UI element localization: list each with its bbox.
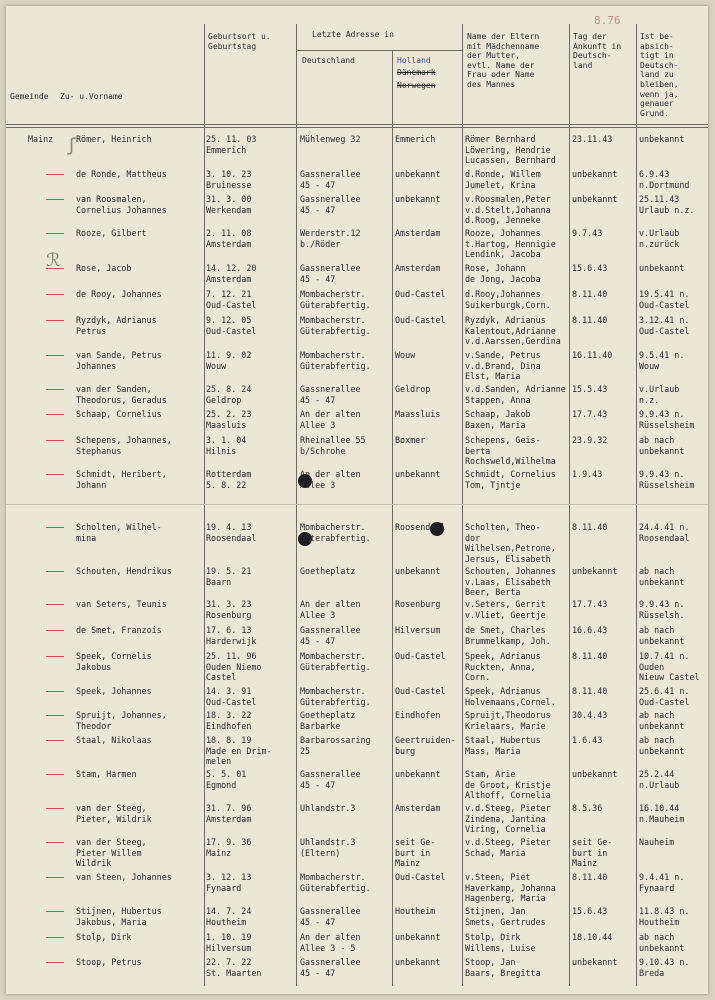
- cell-parents: Staal, Hubertus Mass, Maria: [465, 735, 541, 756]
- cell-status: 9.9.43 n. Rüsselsheim: [639, 469, 695, 490]
- cell-nl: Oud-Castel: [395, 315, 446, 325]
- cell-parents: Speek, Adrianus Ruckten, Anna, Corn.: [465, 651, 541, 682]
- cell-status: ab nach unbekannt: [639, 932, 685, 953]
- table-row: [6, 522, 708, 564]
- cell-nl: unbekannt: [395, 169, 441, 179]
- cell-parents: Stam, Arie de Groot, Kristje Althoff, Cornelia: [465, 769, 551, 800]
- cell-arrival: 8.11.40: [572, 651, 608, 661]
- cell-name: Schaap, Cornelius: [76, 409, 162, 419]
- cell-de: Gassnerallee 45 - 47: [300, 906, 361, 927]
- cell-status: 10.7.41 n. Ouden Nieuw Castel: [639, 651, 700, 682]
- cell-de: Goetheplatz Barbarke: [300, 710, 356, 731]
- red-pencil-mark: [46, 911, 64, 912]
- header-name: Zu- u.Vorname: [60, 92, 123, 101]
- cell-birth: 18. 8. 19 Made en Drim- melen: [206, 735, 272, 766]
- cell-parents: Ryzdyk, Adrianus Kalentout,Adrianne v.d.Aarssen,Gerdina: [465, 315, 561, 346]
- cell-status: 24.4.41 n. Roosendaal: [639, 522, 690, 543]
- cell-nl: Emmerich: [395, 134, 436, 144]
- red-pencil-mark: [46, 715, 64, 716]
- cell-de: An der alten Allee 3: [300, 599, 361, 620]
- cell-birth: 22. 7. 22 St. Maarten: [206, 957, 262, 978]
- cell-status: 9.9.43 n. Rüsselsheim: [639, 409, 695, 430]
- cell-parents: d.Rooy,Johannes Suikerburgk,Corn.: [465, 289, 551, 310]
- cell-status: 9.5.41 n. Wouw: [639, 350, 685, 371]
- cell-arrival: 15.6.43: [572, 906, 608, 916]
- cell-status: 9.10.43 n. Breda: [639, 957, 690, 978]
- cell-nl: Roosendaal: [395, 522, 446, 532]
- cell-name: de Rooy, Johannes: [76, 289, 162, 299]
- cell-birth: 18. 3. 22 Eindhofen: [206, 710, 252, 731]
- gemeinde-value: Mainz: [28, 134, 54, 144]
- cell-arrival: unbekannt: [572, 957, 618, 967]
- cell-nl: unbekannt: [395, 957, 441, 967]
- cell-parents: Scholten, Theo- dor Wilhelsen,Petrone, Jersus, Elisabeth: [465, 522, 556, 564]
- red-pencil-mark: [46, 414, 64, 415]
- cell-parents: Speek, Adrianus Holvemaans,Cornel.: [465, 686, 556, 707]
- cell-birth: 19. 5. 21 Baarn: [206, 566, 252, 587]
- cell-parents: v.Sande, Petrus v.d.Brand, Dina Elst, Maria: [465, 350, 541, 381]
- cell-de: Werderstr.12 b./Röder: [300, 228, 361, 249]
- cell-birth: 14. 7. 24 Houtheim: [206, 906, 252, 927]
- cell-birth: 25. 11. 03 Emmerich: [206, 134, 257, 155]
- red-pencil-mark: [46, 474, 64, 475]
- cell-nl: Amsterdam: [395, 263, 441, 273]
- table-row: [6, 469, 708, 499]
- cell-status: 16.10.44 n.Mauheim: [639, 803, 685, 824]
- address-rule: [296, 50, 462, 51]
- red-pencil-mark: [46, 630, 64, 631]
- cell-birth: 9. 12. 05 Oud-Castel: [206, 315, 257, 336]
- cell-birth: 2. 11. 08 Amsterdam: [206, 228, 252, 249]
- red-pencil-mark: [46, 389, 64, 390]
- cell-birth: 3. 12. 13 Fynaard: [206, 872, 252, 893]
- cell-nl: Wouw: [395, 350, 416, 360]
- cell-name: van Sande, Petrus Johannes: [76, 350, 162, 371]
- red-pencil-mark: [46, 808, 64, 809]
- cell-arrival: 18.10.44: [572, 932, 613, 942]
- cell-nl: Eindhofen: [395, 710, 441, 720]
- cell-de: Mühlenweg 32: [300, 134, 361, 144]
- cell-status: v.Urlaub n.zurück: [639, 228, 680, 249]
- cell-de: Gassnerallee 45 - 47: [300, 769, 361, 790]
- cell-status: ab nach unbekannt: [639, 435, 685, 456]
- cell-parents: Spruijt,Theodorus Krielaars, Marie: [465, 710, 551, 731]
- cell-parents: Schaap, Jakob Baxen, Maria: [465, 409, 531, 430]
- cell-de: Gassnerallee 45 - 47: [300, 169, 361, 190]
- cell-de: Mombacherstr. Güterabfertig.: [300, 651, 371, 672]
- cell-status: Nauheim: [639, 837, 675, 847]
- cell-status: 19.5.41 n. Oud-Castel: [639, 289, 690, 310]
- cell-name: van der Sanden, Theodorus, Geradus: [76, 384, 167, 405]
- red-pencil-mark: [46, 604, 64, 605]
- cell-parents: v.d.Sanden, Adrianne Stappen, Anna: [465, 384, 566, 405]
- red-pencil-mark: [46, 962, 64, 963]
- table-row: [6, 315, 708, 345]
- cell-status: 25.6.41 n. Oud-Castel: [639, 686, 690, 707]
- cell-nl: Geldrop: [395, 384, 431, 394]
- red-pencil-mark: [46, 268, 64, 269]
- cell-name: Speek, Johannes: [76, 686, 152, 696]
- cell-de: Barbarossaring 25: [300, 735, 371, 756]
- header-address: Letzte Adresse in: [312, 30, 394, 39]
- cell-birth: 19. 4. 13 Roosendaal: [206, 522, 257, 543]
- paper-fold: [6, 504, 708, 505]
- cell-birth: 17. 9. 36 Mainz: [206, 837, 252, 858]
- cell-parents: v.Seters, Gerrit v.Vliet, Geertje: [465, 599, 546, 620]
- cell-status: 9.4.41 n. Fynaard: [639, 872, 685, 893]
- cell-parents: v.Steen, Piet Haverkamp, Johanna Hagenberg, Maria: [465, 872, 556, 903]
- cell-name: Rooze, Gilbert: [76, 228, 147, 238]
- cell-arrival: 16.6.43: [572, 625, 608, 635]
- cell-nl: Oud-Castel: [395, 651, 446, 661]
- red-pencil-mark: [46, 842, 64, 843]
- red-pencil-mark: [46, 294, 64, 295]
- cell-nl: unbekannt: [395, 769, 441, 779]
- cell-de: Gassnerallee 45 - 47: [300, 194, 361, 215]
- cell-arrival: 8.11.40: [572, 522, 608, 532]
- cell-arrival: unbekannt: [572, 566, 618, 576]
- red-pencil-mark: [46, 233, 64, 234]
- cell-de: An der alten Allee 3: [300, 409, 361, 430]
- cell-name: Schouten, Hendrikus: [76, 566, 172, 576]
- stamp-mark: 8.76: [594, 14, 621, 27]
- cell-de: Mombacherstr. Güterabfertig.: [300, 522, 371, 543]
- cell-parents: Schouten, Johannes v.Laas, Elisabeth Beer, Berta: [465, 566, 556, 597]
- cell-name: Speek, Cornelis Jakobus: [76, 651, 152, 672]
- cell-nl: Oud-Castel: [395, 686, 446, 696]
- cell-de: Mombacherstr. Güterabfertig.: [300, 289, 371, 310]
- cell-de: Gassnerallee 45 - 47: [300, 263, 361, 284]
- cell-status: ab nach unbekannt: [639, 710, 685, 731]
- cell-parents: Schepens, Geis- berta Rochsweld,Wilhelma: [465, 435, 556, 466]
- cell-de: An der alten Allee 3 - 5: [300, 932, 361, 953]
- cell-birth: 14. 3. 91 Oud-Castel: [206, 686, 257, 707]
- cell-birth: 7. 12. 21 Oud-Castel: [206, 289, 257, 310]
- cell-de: Gassnerallee 45 - 47: [300, 957, 361, 978]
- cell-nl: Boxmer: [395, 435, 426, 445]
- cell-birth: 5. 5. 01 Egmond: [206, 769, 247, 790]
- header-birth: Geburtsort u. Geburtstag: [208, 32, 271, 51]
- cell-arrival: 8.11.40: [572, 686, 608, 696]
- cell-status: 25.11.43 Urlaub n.z.: [639, 194, 695, 215]
- table-row: [6, 837, 708, 867]
- cell-parents: Stijnen, Jan Smets, Gertrudes: [465, 906, 546, 927]
- cell-arrival: 8.5.36: [572, 803, 603, 813]
- cell-de: Rheinallee 55 b/Schrohe: [300, 435, 366, 456]
- cell-parents: de Smet, Charles Brummelkamp, Joh.: [465, 625, 551, 646]
- cell-nl: Rosenburg: [395, 599, 441, 609]
- cell-arrival: 17.7.43: [572, 409, 608, 419]
- document-page: [6, 6, 708, 994]
- red-pencil-mark: [46, 774, 64, 775]
- cell-status: ab nach unbekannt: [639, 735, 685, 756]
- cell-parents: v.d.Steeg, Pieter Zindema, Jantina Viring, Cornelia: [465, 803, 551, 834]
- table-row: [6, 566, 708, 596]
- cell-name: Schmidt, Heribert, Johann: [76, 469, 167, 490]
- header-denmark: Dänemark: [397, 68, 436, 77]
- pencil-tick: ʃ: [66, 135, 77, 156]
- table-row: [6, 803, 708, 833]
- cell-status: 9.9.43 n. Rüsselsh.: [639, 599, 685, 620]
- cell-parents: Schmidt, Cornelius Tom, Tjntje: [465, 469, 556, 490]
- table-row: [6, 735, 708, 765]
- cell-name: van Roosmalen, Cornelius Johannes: [76, 194, 167, 215]
- cell-status: 25.2.44 n.Urlaub: [639, 769, 680, 790]
- cell-arrival: 15.6.43: [572, 263, 608, 273]
- cell-status: 11.8.43 n. Houtheim: [639, 906, 690, 927]
- cell-birth: 17. 6. 13 Harderwijk: [206, 625, 257, 646]
- cell-arrival: 23.11.43: [572, 134, 613, 144]
- cell-status: v.Urlaub n.z.: [639, 384, 680, 405]
- red-pencil-mark: [46, 937, 64, 938]
- cell-name: Stam, Harmen: [76, 769, 137, 779]
- table-row: [6, 194, 708, 224]
- pencil-tick: ℛ: [46, 250, 61, 271]
- cell-arrival: 9.7.43: [572, 228, 603, 238]
- cell-name: de Ronde, Mattheus: [76, 169, 167, 179]
- cell-de: Mombacherstr. Güterabfertig.: [300, 686, 371, 707]
- cell-parents: d.Ronde, Willem Jumelet, Krina: [465, 169, 541, 190]
- table-row: [6, 435, 708, 465]
- cell-birth: 31. 7. 96 Amsterdam: [206, 803, 252, 824]
- cell-birth: 31. 3. 00 Werkendam: [206, 194, 252, 215]
- header-holland: Holland: [397, 56, 431, 65]
- cell-arrival: 8.11.40: [572, 315, 608, 325]
- cell-de: Goetheplatz: [300, 566, 356, 576]
- cell-birth: 25. 11. 96 Ouden Niemo Castel: [206, 651, 262, 682]
- cell-status: ab nach unbekannt: [639, 566, 685, 587]
- cell-nl: Houtheim: [395, 906, 436, 916]
- cell-birth: 14. 12. 20 Amsterdam: [206, 263, 257, 284]
- cell-arrival: unbekannt: [572, 194, 618, 204]
- cell-status: 3.12.41 n. Oud-Castel: [639, 315, 690, 336]
- cell-parents: Römer Bernhard Löwering, Hendrie Lucassen, Bernhard: [465, 134, 556, 165]
- cell-de: Mombacherstr. Güterabfertig.: [300, 350, 371, 371]
- table-row: [6, 651, 708, 681]
- table-row: [6, 350, 708, 380]
- cell-de: Mombacherstr. Güterabfertig.: [300, 872, 371, 893]
- red-pencil-mark: [46, 355, 64, 356]
- cell-nl: seit Ge- burt in Mainz: [395, 837, 436, 868]
- header-germany: Deutschland: [302, 56, 355, 65]
- cell-nl: Oud-Castel: [395, 872, 446, 882]
- cell-arrival: 17.7.43: [572, 599, 608, 609]
- cell-birth: 31. 3. 23 Rosenburg: [206, 599, 252, 620]
- cell-arrival: 23.9.32: [572, 435, 608, 445]
- cell-birth: 3. 1. 04 Hilnis: [206, 435, 247, 456]
- header-arrival: Tag der Ankunft in Deutsch- land: [573, 32, 622, 70]
- table-row: [6, 134, 708, 164]
- red-pencil-mark: [46, 440, 64, 441]
- red-pencil-mark: [46, 691, 64, 692]
- cell-status: ab nach unbekannt: [639, 625, 685, 646]
- cell-name: Stolp, Dirk: [76, 932, 132, 942]
- cell-name: Staal, Nikolaas: [76, 735, 152, 745]
- cell-arrival: 1.6.43: [572, 735, 603, 745]
- cell-nl: unbekannt: [395, 932, 441, 942]
- cell-nl: Maassluis: [395, 409, 441, 419]
- cell-arrival: unbekannt: [572, 169, 618, 179]
- cell-birth: 25. 2. 23 Maasluis: [206, 409, 252, 430]
- cell-arrival: 1.9.43: [572, 469, 603, 479]
- cell-parents: Rose, Johann de Jong, Jacoba: [465, 263, 541, 284]
- header-bottom-rule-2: [6, 127, 708, 128]
- cell-de: Uhlandstr.3: [300, 803, 356, 813]
- cell-de: Uhlandstr.3 (Eltern): [300, 837, 356, 858]
- header-bottom-rule: [6, 124, 708, 125]
- cell-status: unbekannt: [639, 263, 685, 273]
- cell-name: van der Steeg, Pieter, Wildrik: [76, 803, 152, 824]
- header-norway: Norwegen: [397, 81, 436, 90]
- cell-name: van der Steeg, Pieter Willem Wildrik: [76, 837, 147, 868]
- cell-name: Scholten, Wilhel- mina: [76, 522, 162, 543]
- cell-name: Römer, Heinrich: [76, 134, 152, 144]
- red-pencil-mark: [46, 527, 64, 528]
- cell-nl: Hilversum: [395, 625, 441, 635]
- cell-name: van Steen, Johannes: [76, 872, 172, 882]
- cell-nl: Amsterdam: [395, 228, 441, 238]
- cell-nl: Amsterdam: [395, 803, 441, 813]
- header-gemeinde: Gemeinde: [10, 92, 49, 101]
- cell-parents: v.Roosmalen,Peter v.d.Stelt,Johanna d.Roog, Jenneke: [465, 194, 551, 225]
- cell-birth: 25. 8. 24 Geldrop: [206, 384, 252, 405]
- cell-birth: 1. 10. 19 Hilversum: [206, 932, 252, 953]
- red-pencil-mark: [46, 571, 64, 572]
- cell-parents: Stolp, Dirk Willems, Luise: [465, 932, 536, 953]
- red-pencil-mark: [46, 174, 64, 175]
- cell-nl: unbekannt: [395, 469, 441, 479]
- cell-status: 6.9.43 n.Dortmund: [639, 169, 690, 190]
- cell-arrival: 16.11.40: [572, 350, 613, 360]
- cell-parents: Rooze, Johannes t.Hartog, Hennigie Lendink, Jacoba: [465, 228, 556, 259]
- red-pencil-mark: [46, 656, 64, 657]
- cell-name: van Seters, Teunis: [76, 599, 167, 609]
- cell-nl: Oud-Castel: [395, 289, 446, 299]
- cell-nl: Geertruiden- burg: [395, 735, 456, 756]
- cell-name: Rose, Jacob: [76, 263, 132, 273]
- red-pencil-mark: [46, 320, 64, 321]
- cell-arrival: 8.11.40: [572, 872, 608, 882]
- cell-birth: 11. 9. 02 Wouw: [206, 350, 252, 371]
- table-row: [6, 957, 708, 987]
- cell-arrival: seit Ge- burt in Mainz: [572, 837, 613, 868]
- cell-name: Stoop, Petrus: [76, 957, 142, 967]
- cell-nl: unbekannt: [395, 566, 441, 576]
- header-parents: Name der Eltern mit Mädchenname der Mutter, evtl. Name der Frau oder Name des Mannes: [467, 32, 540, 89]
- cell-parents: Stoop, Jan Baars, Bregitta: [465, 957, 541, 978]
- red-pencil-mark: [46, 877, 64, 878]
- cell-de: Mombacherstr. Güterabfertig.: [300, 315, 371, 336]
- cell-de: Gassnerallee 45 - 47: [300, 625, 361, 646]
- table-row: [6, 228, 708, 258]
- cell-parents: v.d.Steeg, Pieter Schad, Maria: [465, 837, 551, 858]
- cell-arrival: 8.11.40: [572, 289, 608, 299]
- cell-nl: unbekannt: [395, 194, 441, 204]
- cell-arrival: 30.4.43: [572, 710, 608, 720]
- cell-de: Gassnerallee 45 - 47: [300, 384, 361, 405]
- cell-birth: Rotterdam 5. 8. 22: [206, 469, 252, 490]
- cell-name: Stijnen, Hubertus Jakobus, Maria: [76, 906, 162, 927]
- cell-name: Schepens, Johannes, Stephanus: [76, 435, 172, 456]
- table-row: [6, 872, 708, 902]
- cell-birth: 3. 10. 23 Bruinesse: [206, 169, 252, 190]
- cell-name: de Smet, Franzois: [76, 625, 162, 635]
- cell-status: unbekannt: [639, 134, 685, 144]
- cell-name: Spruijt, Johannes, Theodor: [76, 710, 167, 731]
- cell-arrival: 15.5.43: [572, 384, 608, 394]
- cell-arrival: unbekannt: [572, 769, 618, 779]
- table-row: [6, 769, 708, 799]
- cell-de: An der alten Allee 3: [300, 469, 361, 490]
- red-pencil-mark: [46, 199, 64, 200]
- cell-name: Ryzdyk, Adrianus Petrus: [76, 315, 157, 336]
- red-pencil-mark: [46, 740, 64, 741]
- header-status: Ist be- absich- tigt in Deutsch- land zu bleiben, wenn ja, genauer Grund.: [640, 32, 679, 118]
